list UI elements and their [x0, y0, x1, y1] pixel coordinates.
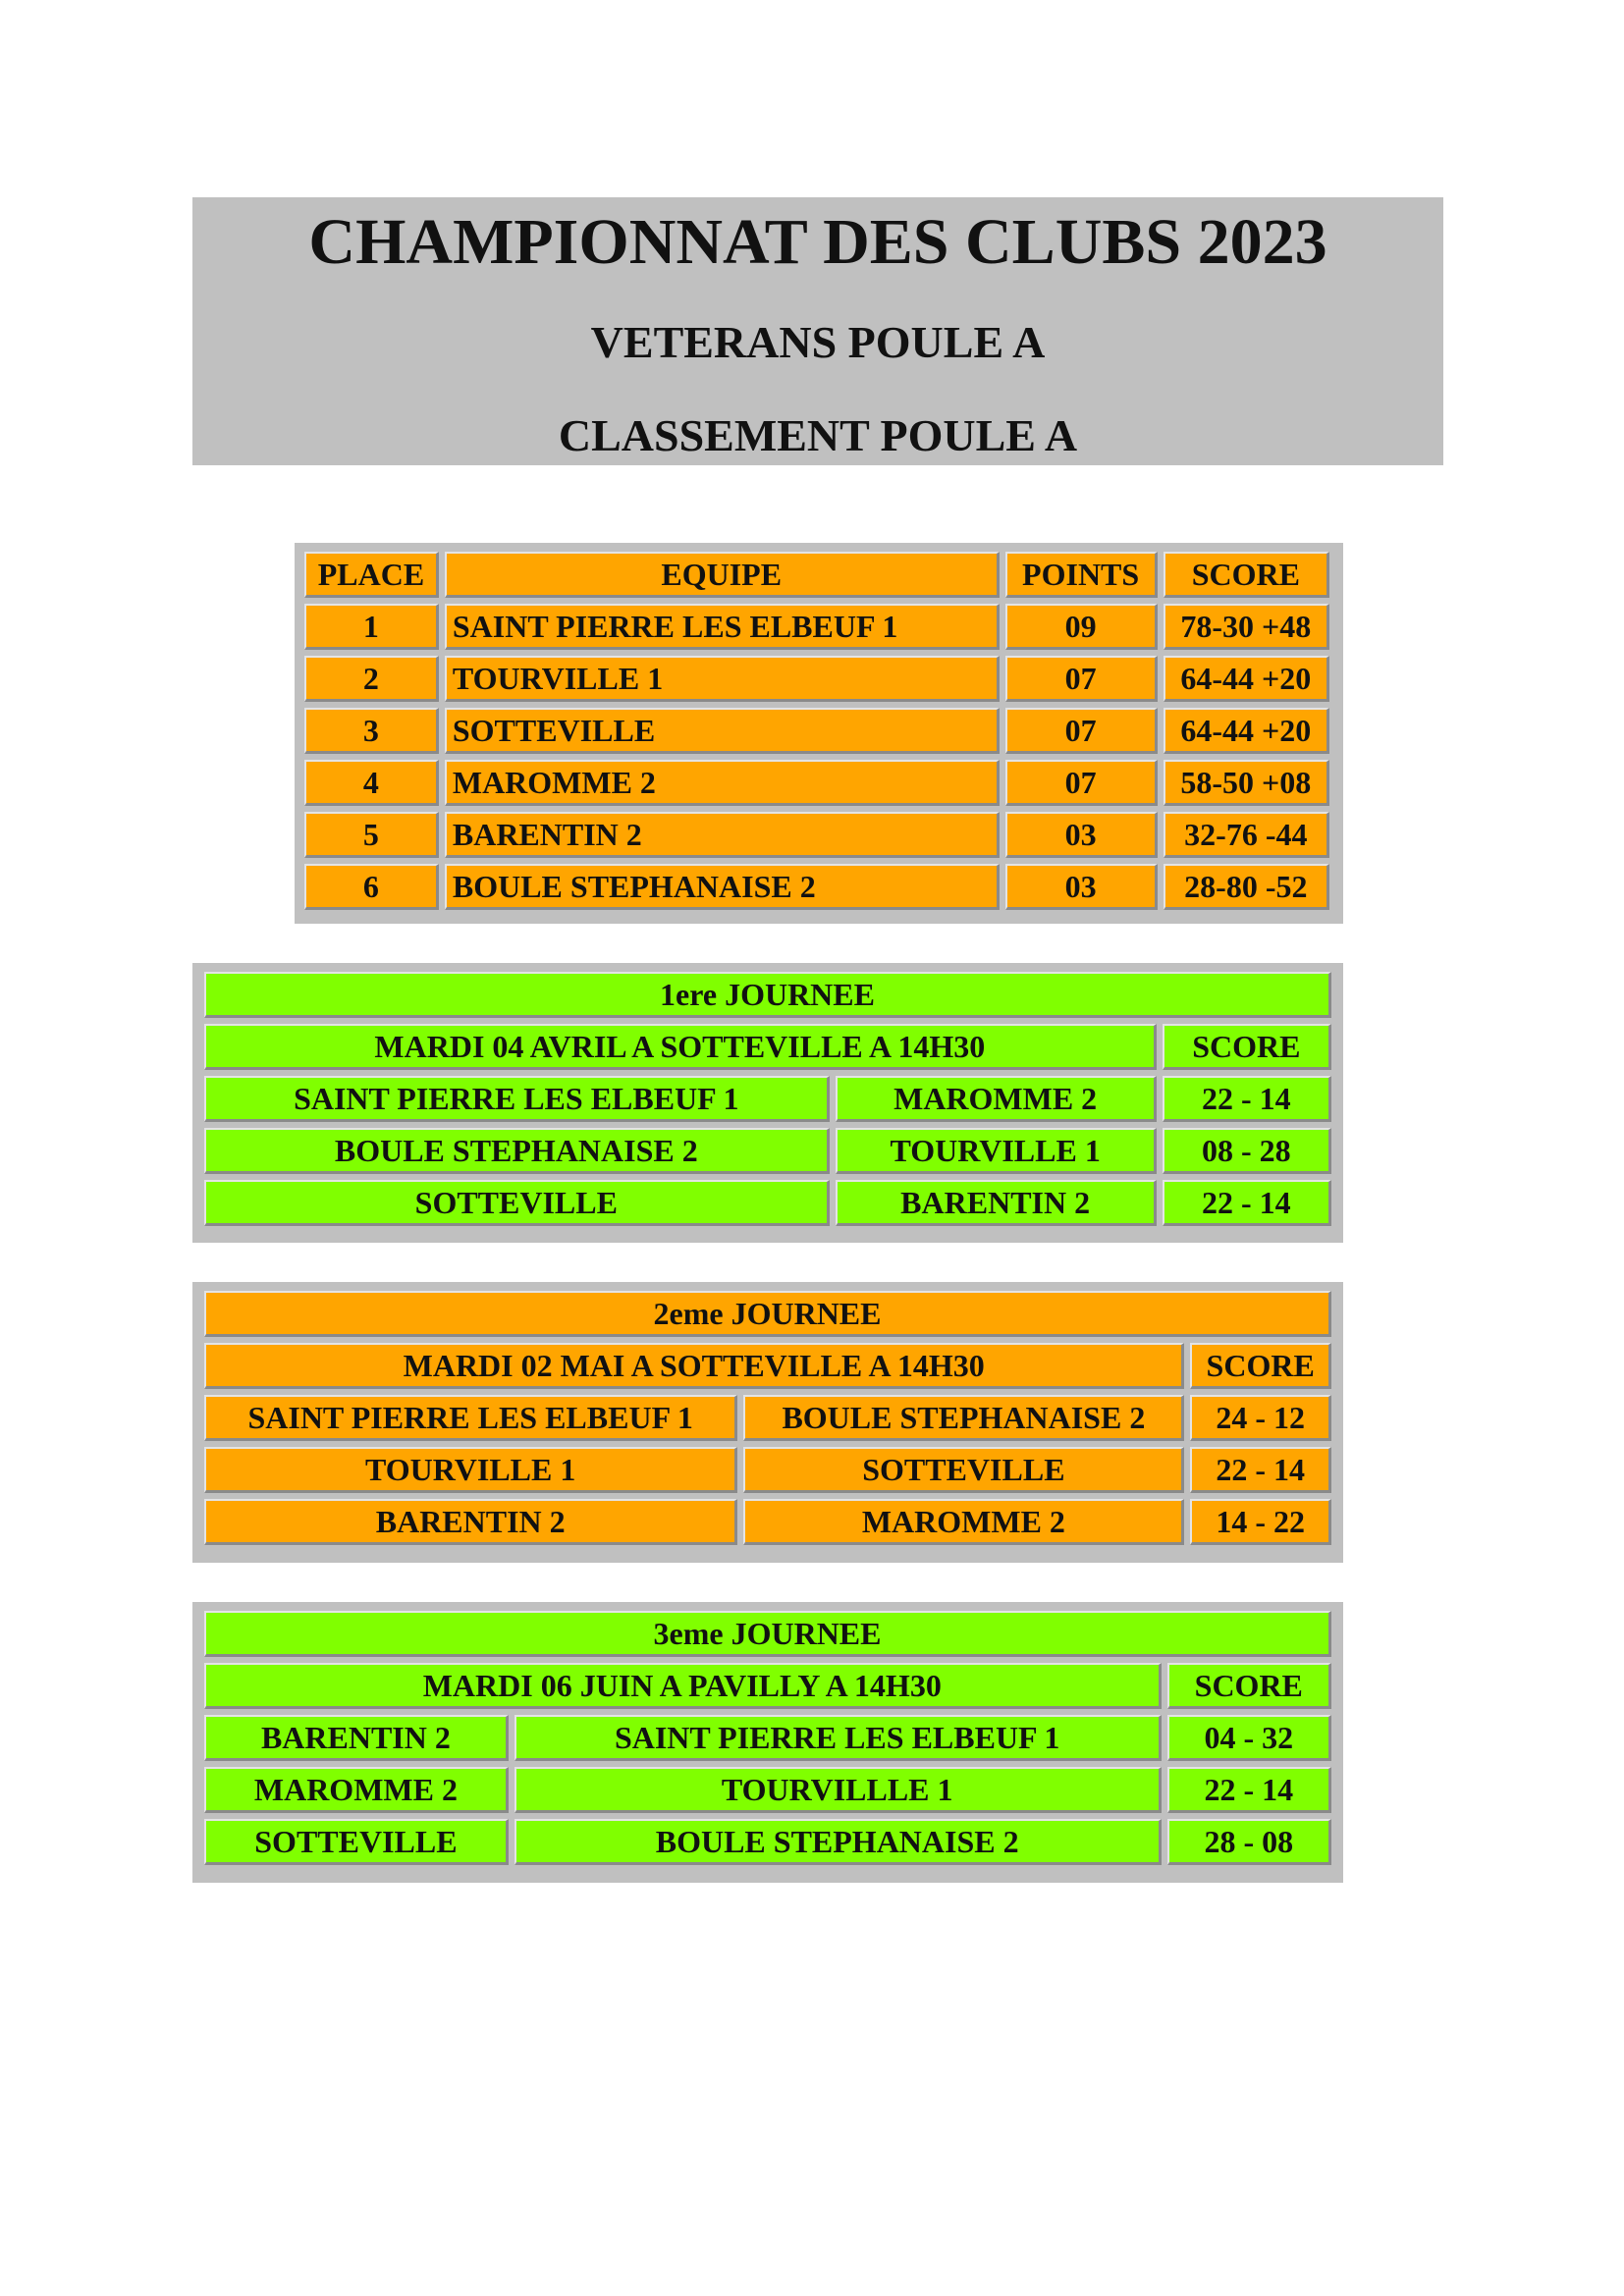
match-row [204, 1180, 1331, 1226]
points-cell: 07 [1005, 708, 1158, 754]
journee-2-panel [192, 1282, 1343, 1563]
match-score: 04 - 32 [1167, 1715, 1331, 1761]
away-team: MAROMME 2 [836, 1076, 1157, 1122]
journee-3-panel [192, 1602, 1343, 1883]
score-cell: 78-30 +48 [1164, 604, 1329, 650]
col-points: POINTS [1005, 552, 1158, 598]
points-cell: 07 [1005, 760, 1158, 806]
match-row [204, 1128, 1331, 1174]
points-cell: 03 [1005, 864, 1158, 910]
journee-info: MARDI 04 AVRIL A SOTTEVILLE A 14H30 [204, 1024, 1157, 1070]
match-row [204, 1819, 1331, 1865]
away-team: SAINT PIERRE LES ELBEUF 1 [514, 1715, 1162, 1761]
team-cell: MAROMME 2 [445, 760, 1000, 806]
journee-info: MARDI 02 MAI A SOTTEVILLE A 14H30 [204, 1343, 1184, 1389]
match-score: 14 - 22 [1190, 1499, 1331, 1545]
score-header: SCORE [1167, 1663, 1331, 1709]
match-score: 24 - 12 [1190, 1395, 1331, 1441]
journee-3-table [198, 1605, 1337, 1871]
team-cell: BOULE STEPHANAISE 2 [445, 864, 1000, 910]
home-team: SOTTEVILLE [204, 1819, 509, 1865]
match-score: 22 - 14 [1163, 1076, 1331, 1122]
match-score: 22 - 14 [1167, 1767, 1331, 1813]
match-row [204, 1447, 1331, 1493]
score-cell: 64-44 +20 [1164, 656, 1329, 702]
journee-title: 2eme JOURNEE [204, 1291, 1331, 1337]
page-title: CHAMPIONNAT DES CLUBS 2023 [308, 206, 1327, 278]
place-cell: 5 [304, 812, 439, 858]
match-score: 22 - 14 [1163, 1180, 1331, 1226]
score-cell: 32-76 -44 [1164, 812, 1329, 858]
place-cell: 1 [304, 604, 439, 650]
score-header: SCORE [1190, 1343, 1331, 1389]
home-team: TOURVILLE 1 [204, 1447, 737, 1493]
journee-1-panel [192, 963, 1343, 1243]
table-row [304, 760, 1329, 806]
match-row [204, 1076, 1331, 1122]
away-team: BOULE STEPHANAISE 2 [743, 1395, 1184, 1441]
match-row [204, 1767, 1331, 1813]
home-team: SOTTEVILLE [204, 1180, 830, 1226]
away-team: TOURVILLE 1 [836, 1128, 1157, 1174]
journee-title: 1ere JOURNEE [204, 972, 1331, 1018]
table-row [304, 812, 1329, 858]
points-cell: 03 [1005, 812, 1158, 858]
home-team: BARENTIN 2 [204, 1499, 737, 1545]
journee-1-table [198, 966, 1337, 1232]
table-row [304, 708, 1329, 754]
col-score: SCORE [1164, 552, 1329, 598]
score-cell: 28-80 -52 [1164, 864, 1329, 910]
col-equipe: EQUIPE [445, 552, 1000, 598]
match-row [204, 1715, 1331, 1761]
journee-2-table [198, 1285, 1337, 1551]
journee-info: MARDI 06 JUIN A PAVILLY A 14H30 [204, 1663, 1162, 1709]
team-cell: SAINT PIERRE LES ELBEUF 1 [445, 604, 1000, 650]
away-team: SOTTEVILLE [743, 1447, 1184, 1493]
place-cell: 2 [304, 656, 439, 702]
points-cell: 09 [1005, 604, 1158, 650]
points-cell: 07 [1005, 656, 1158, 702]
home-team: MAROMME 2 [204, 1767, 509, 1813]
team-cell: SOTTEVILLE [445, 708, 1000, 754]
place-cell: 4 [304, 760, 439, 806]
standings-header-row [304, 552, 1329, 598]
score-cell: 64-44 +20 [1164, 708, 1329, 754]
journee-title: 3eme JOURNEE [204, 1611, 1331, 1657]
team-cell: BARENTIN 2 [445, 812, 1000, 858]
page-subtitle: VETERANS POULE A [590, 317, 1046, 367]
table-row [304, 864, 1329, 910]
table-row [304, 604, 1329, 650]
away-team: MAROMME 2 [743, 1499, 1184, 1545]
score-header: SCORE [1163, 1024, 1331, 1070]
match-score: 08 - 28 [1163, 1128, 1331, 1174]
place-cell: 3 [304, 708, 439, 754]
match-row [204, 1395, 1331, 1441]
table-row [304, 656, 1329, 702]
away-team: TOURVILLLE 1 [514, 1767, 1162, 1813]
home-team: SAINT PIERRE LES ELBEUF 1 [204, 1076, 830, 1122]
place-cell: 6 [304, 864, 439, 910]
match-score: 28 - 08 [1167, 1819, 1331, 1865]
away-team: BARENTIN 2 [836, 1180, 1157, 1226]
team-cell: TOURVILLE 1 [445, 656, 1000, 702]
match-row [204, 1499, 1331, 1545]
home-team: SAINT PIERRE LES ELBEUF 1 [204, 1395, 737, 1441]
section-title: CLASSEMENT POULE A [558, 410, 1078, 460]
score-cell: 58-50 +08 [1164, 760, 1329, 806]
col-place: PLACE [304, 552, 439, 598]
home-team: BOULE STEPHANAISE 2 [204, 1128, 830, 1174]
match-score: 22 - 14 [1190, 1447, 1331, 1493]
home-team: BARENTIN 2 [204, 1715, 509, 1761]
away-team: BOULE STEPHANAISE 2 [514, 1819, 1162, 1865]
standings-table [298, 546, 1335, 916]
standings-panel [295, 543, 1343, 924]
